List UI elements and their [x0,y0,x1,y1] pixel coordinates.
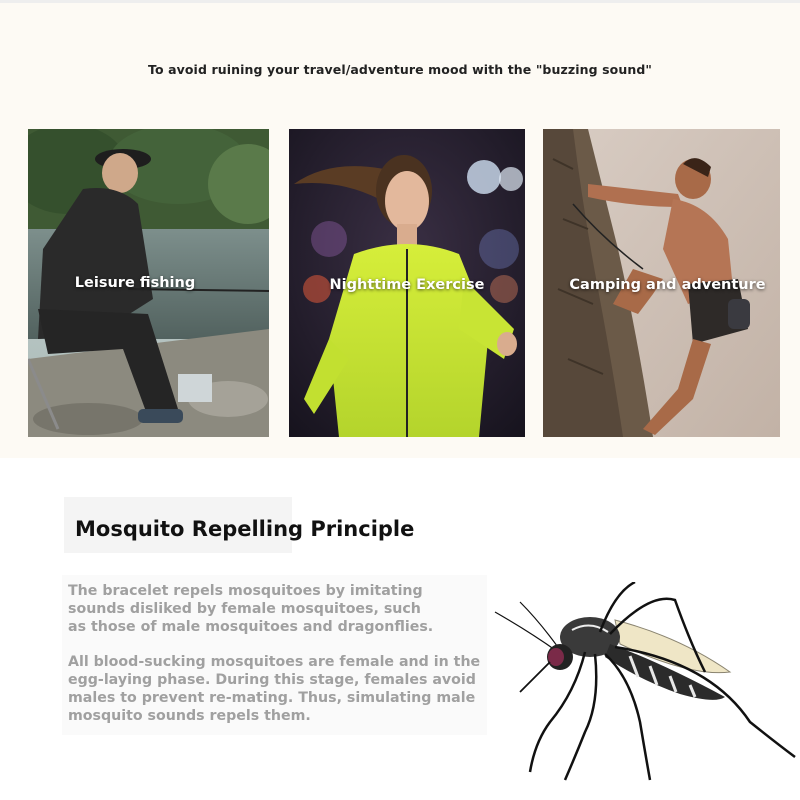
scene-label-exercise: Nighttime Exercise [329,277,485,293]
camping-adventure-photo [543,129,780,437]
principle-paragraph-1: The bracelet repels mosquitoes by imitating sounds disliked by female mosquitoes, such as those of male mosquitoes and dragonflies. [68,583,434,635]
scene-label-fishing: Leisure fishing [74,275,196,291]
tagline: To avoid ruining your travel/adventure mood with the "buzzing sound" [147,62,652,77]
principle-paragraph-2: All blood-sucking mosquitoes are female and in the egg-laying phase. During this stage, females avoid males to prevent re-mating. Thus, simulating male mosquito sounds repels them. [68,654,481,724]
principle-title: Mosquito Repelling Principle [75,517,415,541]
nighttime-exercise-photo [289,129,525,437]
scene-label-camping: Camping and adventure [569,277,766,293]
mosquito-illustration [490,582,800,782]
leisure-fishing-photo [28,129,269,437]
